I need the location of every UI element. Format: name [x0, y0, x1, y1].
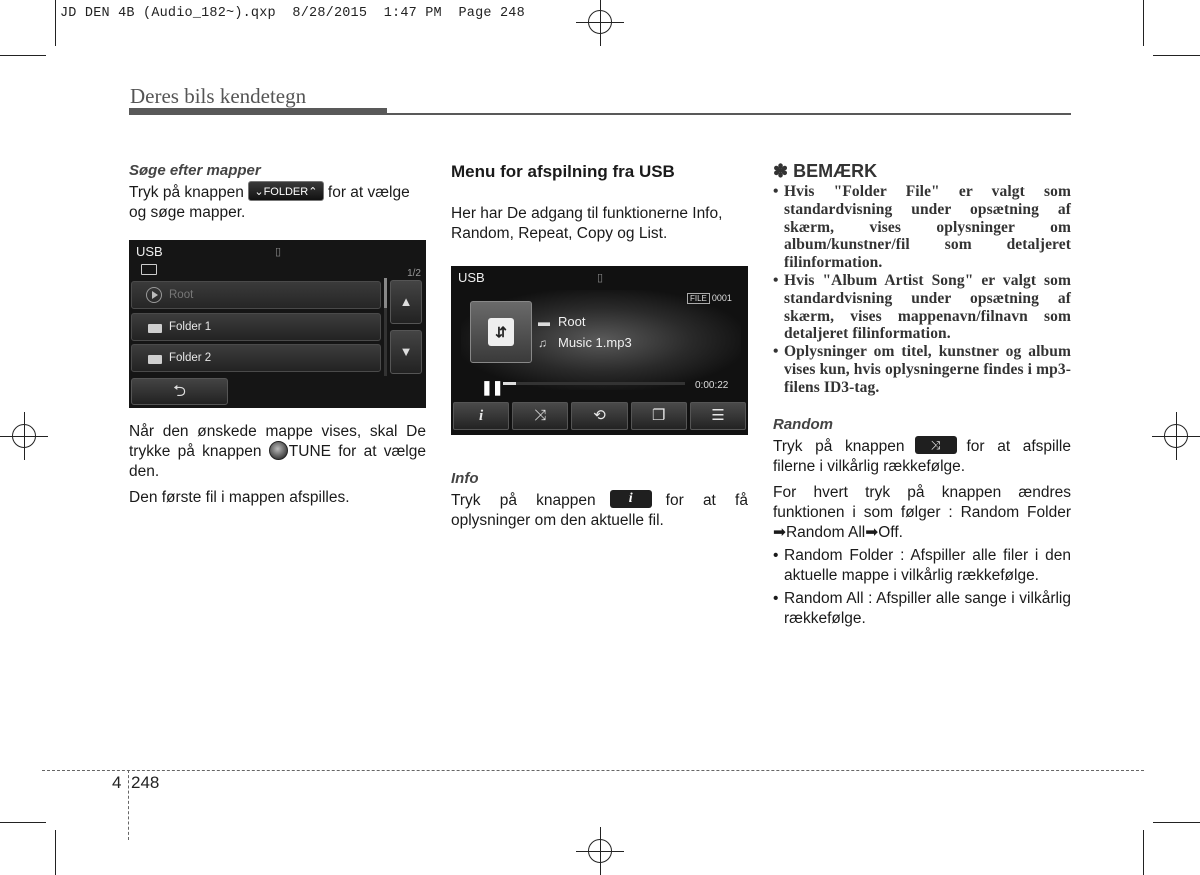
- playback-toolbar: [451, 402, 748, 430]
- column-right: [773, 161, 1071, 629]
- random-button-inline[interactable]: [915, 436, 957, 454]
- elapsed-time: 0:00:22: [695, 380, 729, 391]
- usb-drive-icon: ⇵: [488, 318, 514, 346]
- triangle-up-icon: ▲: [399, 294, 413, 309]
- progress-fill: [503, 382, 516, 385]
- registration-mark: [576, 827, 624, 875]
- folder-icon: [148, 355, 162, 364]
- current-folder: ▬ Root: [538, 312, 585, 332]
- folder-button[interactable]: ⌄FOLDER⌃: [248, 181, 324, 201]
- footer-divider: [128, 770, 129, 840]
- print-slug: JD DEN 4B (Audio_182~).qxp 8/28/2015 1:47 PM Page 248: [60, 6, 525, 21]
- paragraph-first-file: Den første fil i mappen afspilles.: [129, 489, 350, 506]
- note-item: • Hvis "Album Artist Song" er valgt som standardvisning under opsætning af skærm, vises mappenavn/filnavn som detaljeret filinformation.: [773, 272, 1071, 343]
- crop-mark: [55, 0, 56, 46]
- note-item: • Hvis "Folder File" er valgt som standardvisning under opsætning af skærm, vises oplysninger om album/kunstner/fil som detaljeret filinformation.: [773, 183, 1071, 272]
- back-arrow-icon: ⮌: [173, 383, 186, 400]
- file-counter: FILE 0001: [687, 288, 732, 309]
- folder-icon: [148, 324, 162, 333]
- open-folder-icon: [141, 264, 157, 275]
- page-header-title: Deres bils kendetegn: [130, 84, 307, 108]
- info-button-inline[interactable]: [610, 490, 652, 508]
- crop-mark: [55, 830, 56, 875]
- chevron-down-icon: ⌄: [254, 185, 264, 198]
- shuffle-icon: ⤨: [930, 437, 941, 452]
- footer-rule: [42, 770, 1144, 771]
- page-number: 248: [131, 773, 160, 792]
- paragraph-folder-button: Tryk på knappen ⌄FOLDER⌃ for at vælge og søge mapper.: [129, 183, 426, 223]
- screen-title: USB: [458, 270, 485, 285]
- folder-icon: ▬: [538, 315, 550, 329]
- crop-mark: [1143, 830, 1144, 875]
- header-rule-thick: [129, 108, 387, 115]
- list-item-folder-1[interactable]: Folder 1: [131, 313, 381, 341]
- screen-title: USB: [136, 244, 163, 259]
- note-list: [773, 183, 1071, 397]
- crop-mark: [1153, 822, 1200, 823]
- album-art: [470, 301, 532, 363]
- paragraph-random: Tryk på knappen ⤨ for at afspille filerne i vilkårlig rækkefølge.: [773, 437, 1071, 475]
- info-icon: i: [479, 408, 484, 424]
- info-button[interactable]: [453, 402, 509, 430]
- column-middle: [451, 161, 748, 531]
- back-button[interactable]: [131, 378, 228, 405]
- usb-playback-screen: [451, 266, 748, 435]
- list-button[interactable]: [690, 402, 746, 430]
- column-left: [129, 161, 426, 508]
- play-icon: [146, 287, 162, 303]
- chapter-number: 4: [112, 773, 122, 792]
- crop-mark: [0, 55, 46, 56]
- tune-knob-icon: [269, 441, 288, 460]
- usb-folder-screen: [129, 240, 426, 408]
- list-icon: ☰: [711, 407, 725, 424]
- repeat-button[interactable]: [571, 402, 627, 430]
- subheading-folder-search: Søge efter mapper: [129, 162, 261, 179]
- list-item-folder-2[interactable]: Folder 2: [131, 344, 381, 372]
- list-item: • Random All : Afspiller alle sange i vilkårlig rækkefølge.: [773, 589, 1071, 629]
- list-item-root[interactable]: Root: [131, 281, 381, 309]
- current-song: ♫ Music 1.mp3: [538, 333, 632, 353]
- scrollbar[interactable]: [384, 278, 387, 376]
- copy-button[interactable]: [631, 402, 687, 430]
- repeat-icon: ⟲: [593, 407, 606, 424]
- random-mode-list: [773, 546, 1071, 629]
- registration-mark: [0, 412, 48, 460]
- subheading-random: Random: [773, 415, 833, 433]
- registration-mark: [1152, 412, 1200, 460]
- page-indicator: 1/2: [407, 268, 421, 279]
- usb-icon: ▯: [275, 246, 282, 258]
- shuffle-icon: ⤨: [534, 407, 547, 424]
- header-rule-thin: [387, 113, 1071, 115]
- pause-icon[interactable]: ❚❚: [481, 379, 503, 395]
- section-heading-usb-menu: Menu for afspilning fra USB: [451, 162, 675, 181]
- copy-icon: ❐: [651, 407, 666, 424]
- music-note-icon: ♫: [538, 336, 547, 350]
- subheading-info: Info: [451, 470, 479, 487]
- crop-mark: [0, 822, 46, 823]
- paragraph-intro: Her har De adgang til funktionerne Info, Random, Repeat, Copy og List.: [451, 205, 723, 242]
- chevron-up-icon: ⌃: [308, 185, 318, 198]
- progress-bar[interactable]: [503, 382, 685, 385]
- registration-mark: [576, 0, 624, 46]
- paragraph-info: Tryk på knappen i for at få oplysninger om den aktuelle fil.: [451, 491, 748, 529]
- note-heading: ✽ BEMÆRK: [773, 161, 878, 181]
- scroll-down-button[interactable]: [390, 330, 422, 374]
- info-icon: i: [628, 491, 633, 507]
- crop-mark: [1153, 55, 1200, 56]
- triangle-down-icon: ▼: [399, 344, 413, 359]
- random-button[interactable]: [512, 402, 568, 430]
- paragraph-tune: Når den ønskede mappe vises, skal De trykke på knappen TUNE for at vælge den.: [129, 423, 426, 480]
- scroll-up-button[interactable]: [390, 280, 422, 324]
- usb-icon: ▯: [597, 272, 604, 284]
- paragraph-random-cycle: For hvert tryk på knappen ændres funktionen i som følger : Random Folder ➡Random All➡Off.: [773, 483, 1071, 541]
- list-item: • Random Folder : Afspiller alle filer i den aktuelle mappe i vilkårlig rækkefølge.: [773, 546, 1071, 586]
- crop-mark: [1143, 0, 1144, 46]
- note-item: • Oplysninger om titel, kunstner og album vises kun, hvis oplysningerne findes i mp3-filens ID3-tag.: [773, 343, 1071, 396]
